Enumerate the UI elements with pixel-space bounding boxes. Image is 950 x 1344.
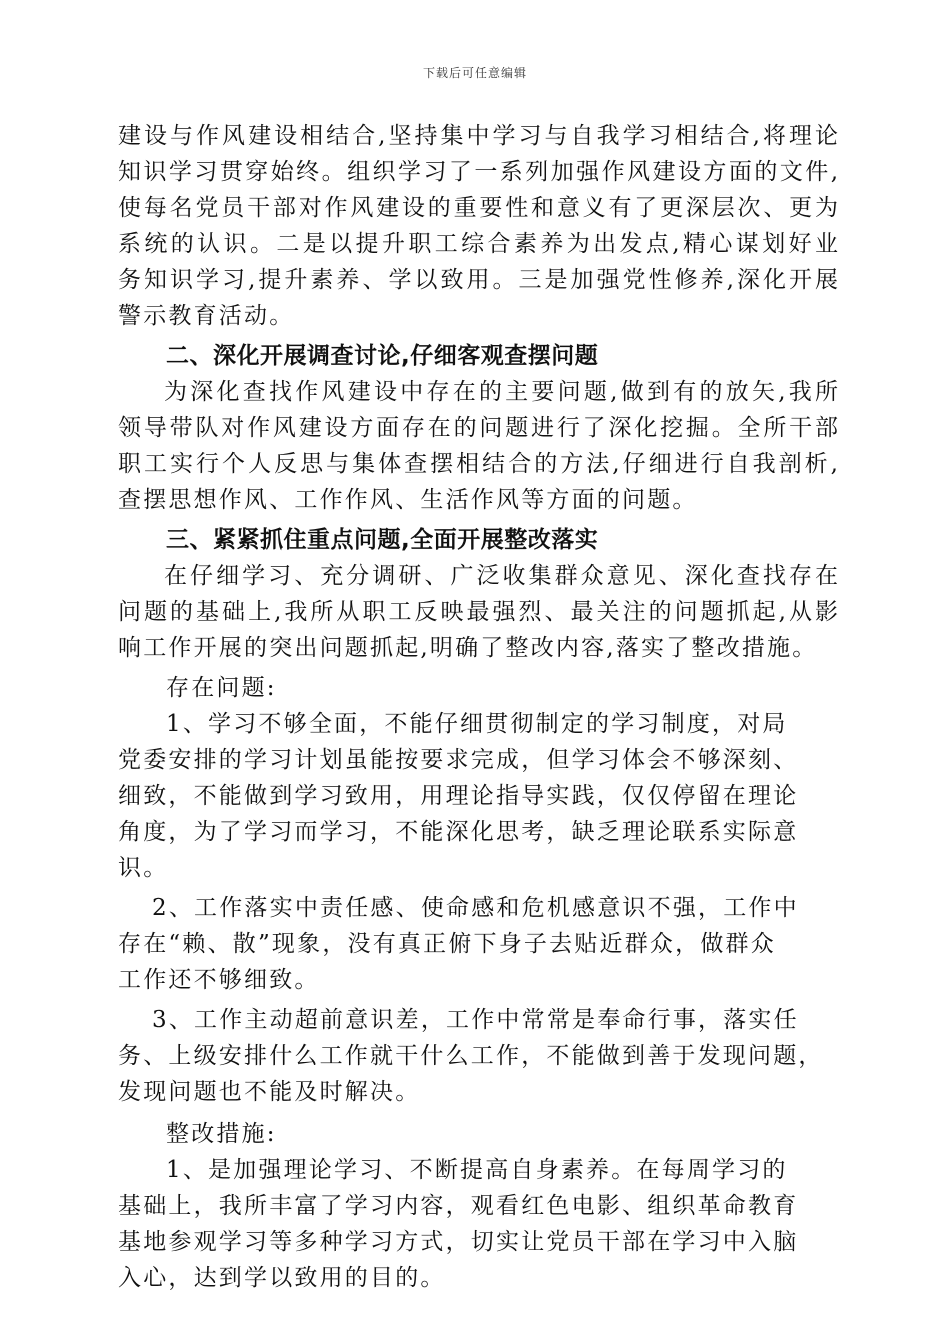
text-line: 发现问题也不能及时解决。 <box>118 1079 421 1105</box>
text-line: 识。 <box>118 855 169 881</box>
text-line: 问题的基础上,我所从职工反映最强烈、最关注的问题抓起,从影 <box>118 599 838 625</box>
text-line: 角度，为了学习而学习，不能深化思考，缺乏理论联系实际意 <box>118 819 799 845</box>
text-line: 使每名党员干部对作风建设的重要性和意义有了更深层次、更为 <box>118 195 838 221</box>
text-line: 为深化查找作风建设中存在的主要问题,做到有的放矢,我所 <box>164 379 838 405</box>
paragraph-investigation <box>118 374 838 518</box>
section-heading-2: 二、深化开展调查讨论,仔细客观查摆问题 <box>166 343 599 369</box>
measure-item-1 <box>118 1152 838 1296</box>
text-line: 响工作开展的突出问题抓起,明确了整改内容,落实了整改措施。 <box>118 635 818 661</box>
text-line: 党委安排的学习计划虽能按要求完成，但学习体会不够深刻、 <box>118 747 799 773</box>
text-line: 3、工作主动超前意识差，工作中常常是奉命行事，落实任 <box>152 1007 799 1033</box>
text-line: 工作还不够细致。 <box>118 967 320 993</box>
text-line: 职工实行个人反思与集体查摆相结合的方法,仔细进行自我剖析, <box>118 451 838 477</box>
paragraph-rectification <box>118 558 838 666</box>
text-line: 知识学习贯穿始终。组织学习了一系列加强作风建设方面的文件, <box>118 159 838 185</box>
text-line: 入心，达到学以致用的目的。 <box>118 1265 446 1291</box>
section-heading-3: 三、紧紧抓住重点问题,全面开展整改落实 <box>166 527 599 553</box>
problem-item-1 <box>118 706 838 886</box>
text-line: 系统的认识。二是以提升职工综合素养为出发点,精心谋划好业 <box>118 231 838 257</box>
paragraph-intro <box>118 118 838 334</box>
text-line: 细致，不能做到学习致用，用理论指导实践，仅仅停留在理论 <box>118 783 799 809</box>
text-line: 查摆思想作风、工作作风、生活作风等方面的问题。 <box>118 487 698 513</box>
text-line: 2、工作落实中责任感、使命感和危机感意识不强，工作中 <box>152 895 799 921</box>
text-line: 领导带队对作风建设方面存在的问题进行了深化挖掘。全所干部 <box>118 415 838 441</box>
problem-item-2 <box>118 890 838 998</box>
page-header-note: 下载后可任意编辑 <box>422 66 527 80</box>
text-line: 1、学习不够全面，不能仔细贯彻制定的学习制度，对局 <box>166 711 788 737</box>
text-line: 建设与作风建设相结合,坚持集中学习与自我学习相结合,将理论 <box>118 123 838 149</box>
problems-label: 存在问题: <box>166 675 277 701</box>
text-line: 存在“赖、散”现象，没有真正俯下身子去贴近群众，做群众 <box>118 931 776 957</box>
text-line: 务、上级安排什么工作就干什么工作，不能做到善于发现问题， <box>118 1043 824 1069</box>
text-line: 1、是加强理论学习、不断提高自身素养。在每周学习的 <box>166 1157 788 1183</box>
text-line: 在仔细学习、充分调研、广泛收集群众意见、深化查找存在 <box>164 563 838 589</box>
measures-label: 整改措施: <box>166 1121 277 1147</box>
text-line: 务知识学习,提升素养、学以致用。三是加强党性修养,深化开展 <box>118 267 838 293</box>
text-line: 基础上，我所丰富了学习内容，观看红色电影、组织革命教育 <box>118 1193 799 1219</box>
problem-item-3 <box>118 1002 838 1110</box>
text-line: 警示教育活动。 <box>118 303 295 329</box>
document-body <box>118 118 838 1296</box>
text-line: 基地参观学习等多种学习方式，切实让党员干部在学习中入脑 <box>118 1229 799 1255</box>
